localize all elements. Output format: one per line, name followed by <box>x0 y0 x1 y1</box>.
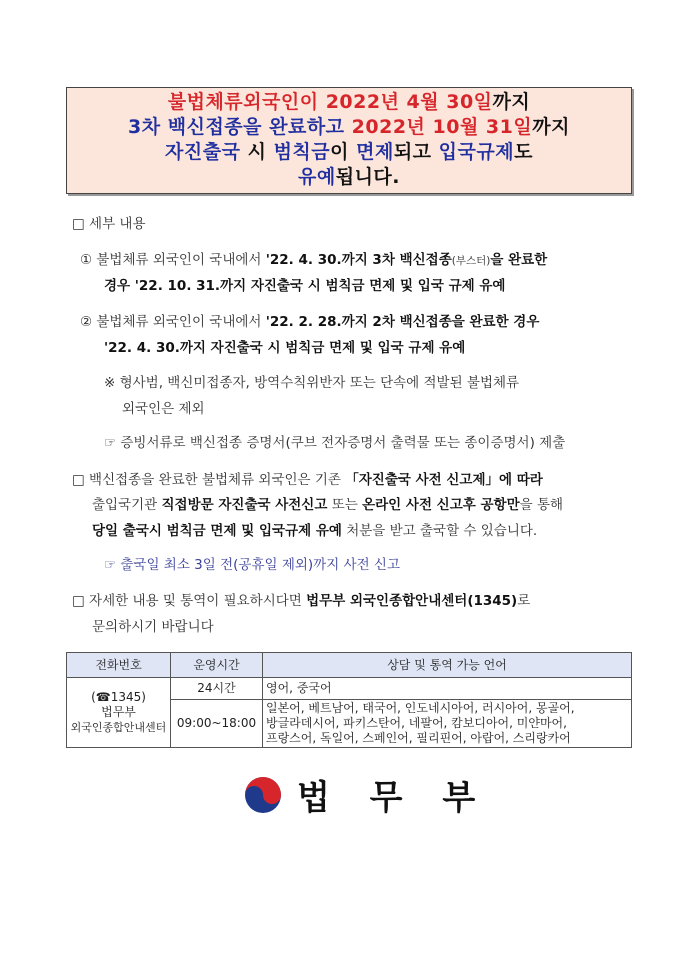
phone-number: (☎1345) <box>91 690 146 704</box>
section-title-details: □ 세부 내용 <box>72 216 146 232</box>
section3-line-2: 문의하시기 바랍니다 <box>92 619 214 635</box>
ministry-logo-text: 법 무 부 <box>297 778 490 818</box>
taegeuk-emblem-icon <box>243 775 283 815</box>
languages-line: 프랑스어, 독일어, 스페인어, 필리핀어, 아랍어, 스리랑카어 <box>266 731 571 745</box>
item-1-line-2: 경우 '22. 10. 31.까지 자진출국 시 범칙금 면제 및 입국 규제 유예 <box>104 278 506 294</box>
headline-line-1: 불법체류외국인이 2022년 4월 30일까지 <box>167 91 531 113</box>
headline-line-3: 자진출국 시 범칙금이 면제되고 입국규제도 <box>165 141 533 163</box>
section2-line-3: 당일 출국시 범칙금 면제 및 입국규제 유예 처분을 받고 출국할 수 있습니다. <box>92 523 538 539</box>
header-phone: 전화번호 <box>67 653 171 678</box>
languages-line: 방글라데시어, 파키스탄어, 네팔어, 캄보디아어, 미얀마어, <box>266 716 567 730</box>
header-hours: 운영시간 <box>171 653 263 678</box>
item-2-line-1: ② 불법체류 외국인이 국내에서 '22. 2. 28.까지 2차 백신접종을 완료한 경우 <box>80 314 540 330</box>
languages-cell <box>263 700 632 748</box>
languages-line: 일본어, 베트남어, 태국어, 인도네시아어, 러시아어, 몽골어, <box>266 701 575 715</box>
section3-line-1: □ 자세한 내용 및 통역이 필요하시다면 법무부 외국인종합안내센터(1345)로 <box>72 593 531 609</box>
section2-line-2: 출입국기관 직접방문 자진출국 사전신고 또는 온라인 사전 신고후 공항만을 통해 <box>92 497 564 513</box>
header-languages: 상담 및 통역 가능 언어 <box>263 653 632 678</box>
exclusion-note-line-1: ※ 형사범, 백신미접종자, 방역수칙위반자 또는 단속에 적발된 불법체류 <box>104 375 520 391</box>
hours-cell: 09:00~18:00 <box>171 700 263 748</box>
proof-documents-note: ☞ 증빙서류로 백신접종 증명서(쿠브 전자증명서 출력물 또는 종이증명서) 제출 <box>104 435 566 451</box>
languages-cell: 영어, 중국어 <box>263 678 632 700</box>
center-name: 외국인종합안내센터 <box>70 721 167 734</box>
headline-line-4: 유예됩니다. <box>298 166 400 188</box>
pre-report-tip: ☞ 출국일 최소 3일 전(공휴일 제외)까지 사전 신고 <box>104 557 401 573</box>
ministry-logo <box>243 770 489 819</box>
table-row <box>67 678 632 700</box>
section2-line-1: □ 백신접종을 완료한 불법체류 외국인은 기존 「자진출국 사전 신고제」에 따라 <box>72 472 543 488</box>
item-2-line-2: '22. 4. 30.까지 자진출국 시 범칙금 면제 및 입국 규제 유예 <box>104 340 466 356</box>
contact-table <box>66 652 632 748</box>
headline-line-2: 3차 백신접종을 완료하고 2022년 10월 31일까지 <box>128 116 570 138</box>
phone-cell <box>67 678 171 748</box>
ministry-name: 법무부 <box>101 705 136 719</box>
hours-cell: 24시간 <box>171 678 263 700</box>
headline-banner <box>66 87 632 194</box>
item-1-line-1: ① 불법체류 외국인이 국내에서 '22. 4. 30.까지 3차 백신접종(부스터)을 완료한 <box>80 252 548 268</box>
table-header-row <box>67 653 632 678</box>
exclusion-note-line-2: 외국인은 제외 <box>122 401 205 417</box>
